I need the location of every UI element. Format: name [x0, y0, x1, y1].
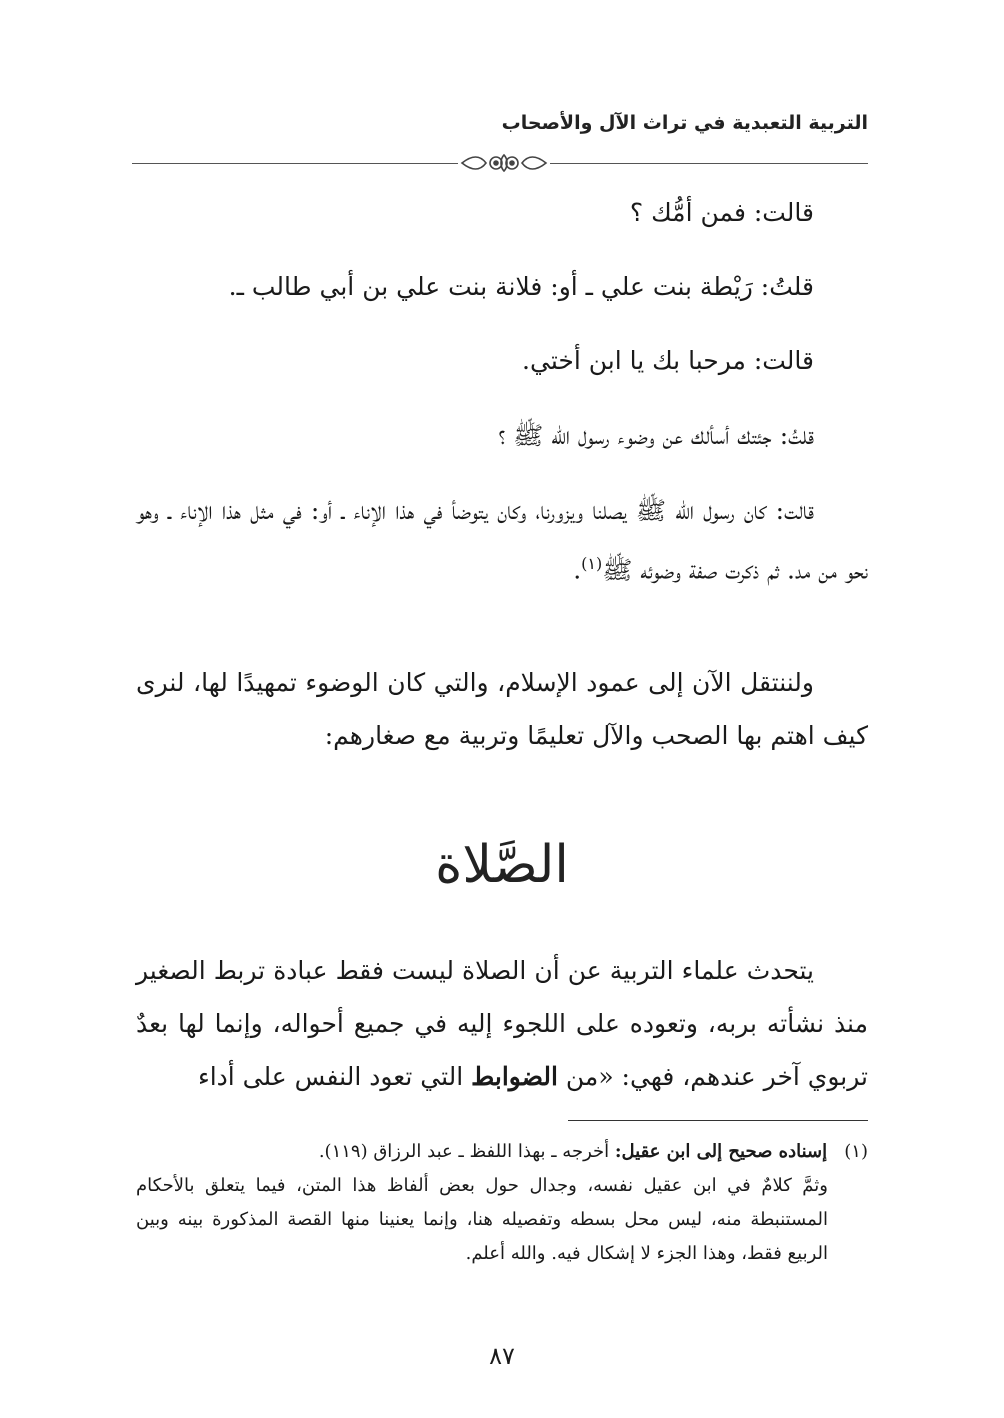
footnote-1: [136, 1135, 868, 1169]
paragraph-3-after: التي تعود النفس على أداء: [197, 1062, 464, 1091]
dialogue-line-4: قلتُ: جئتك أسألك عن وضوء رسول الله ﷺ ؟: [498, 421, 814, 450]
section-title: الصَّلاة: [435, 835, 569, 895]
paragraph-1-text: قالت: كان رسول الله ﷺ يصلنا ويزورنا، وكان يتوضأ في هذا الإناء ـ أو: في مثل هذا الإناء ـ وهو نحو من مد. ثم ذكرت صفة وضوئه ﷺ: [136, 496, 868, 585]
paragraph-2: ولننتقل الآن إلى عمود الإسلام، والتي كان الوضوء تمهيدًا لها، لنرى كيف اهتم بها الصحب والآل تعليمًا وتربية مع صغارهم:: [136, 668, 868, 750]
paragraph-3-before: يتحدث علماء التربية عن أن الصلاة ليست فقط عبادة تربط الصغير منذ نشأته بربه، وتعوده على اللجوء إليه في جميع أحواله، وإنما لها بعدٌ تربوي آخر عندهم، فهي: «من: [136, 956, 868, 1091]
dialogue-line-3: قالت: مرحبا بك يا ابن أختي.: [522, 346, 814, 375]
header-ornament-icon: [458, 150, 550, 176]
footnote-rule: [568, 1120, 868, 1121]
footnote-lead: إسناده صحيح إلى ابن عقيل:: [614, 1141, 828, 1162]
footnote-ref: (١): [581, 554, 603, 573]
footnote-rest: وثمَّ كلامٌ في ابن عقيل نفسه، وجدال حول بعض ألفاظ هذا المتن، فيما يتعلق بالأحكام المستنبطة منه، ليس محل بسطه وتفصيله هنا، وإنما يعنينا منها القصة المذكورة بينه وبين الربيع فقط، وهذا الجزء لا إشكال فيه. والله أعلم.: [136, 1175, 828, 1264]
paragraph-3: [136, 944, 868, 1103]
page-number: ٨٧: [489, 1342, 515, 1370]
paragraph-1: [136, 484, 868, 596]
footnotes: [136, 1135, 868, 1271]
dialogue-line-1: قالت: فمن أمُّك ؟: [629, 198, 814, 227]
running-header: التربية التعبدية في تراث الآل والأصحاب: [501, 112, 868, 134]
paragraph-3-bold: الضوابط: [471, 1062, 558, 1091]
footnote-number: (١): [844, 1141, 868, 1162]
dialogue-line-2: قلتُ: رَيْطة بنت علي ـ أو: فلانة بنت علي بن أبي طالب ـ.: [228, 272, 814, 301]
footnote-first: أخرجه ـ بهذا اللفظ ـ عبد الرزاق (١١٩).: [318, 1141, 610, 1162]
paragraph-1-end: .: [573, 555, 582, 585]
